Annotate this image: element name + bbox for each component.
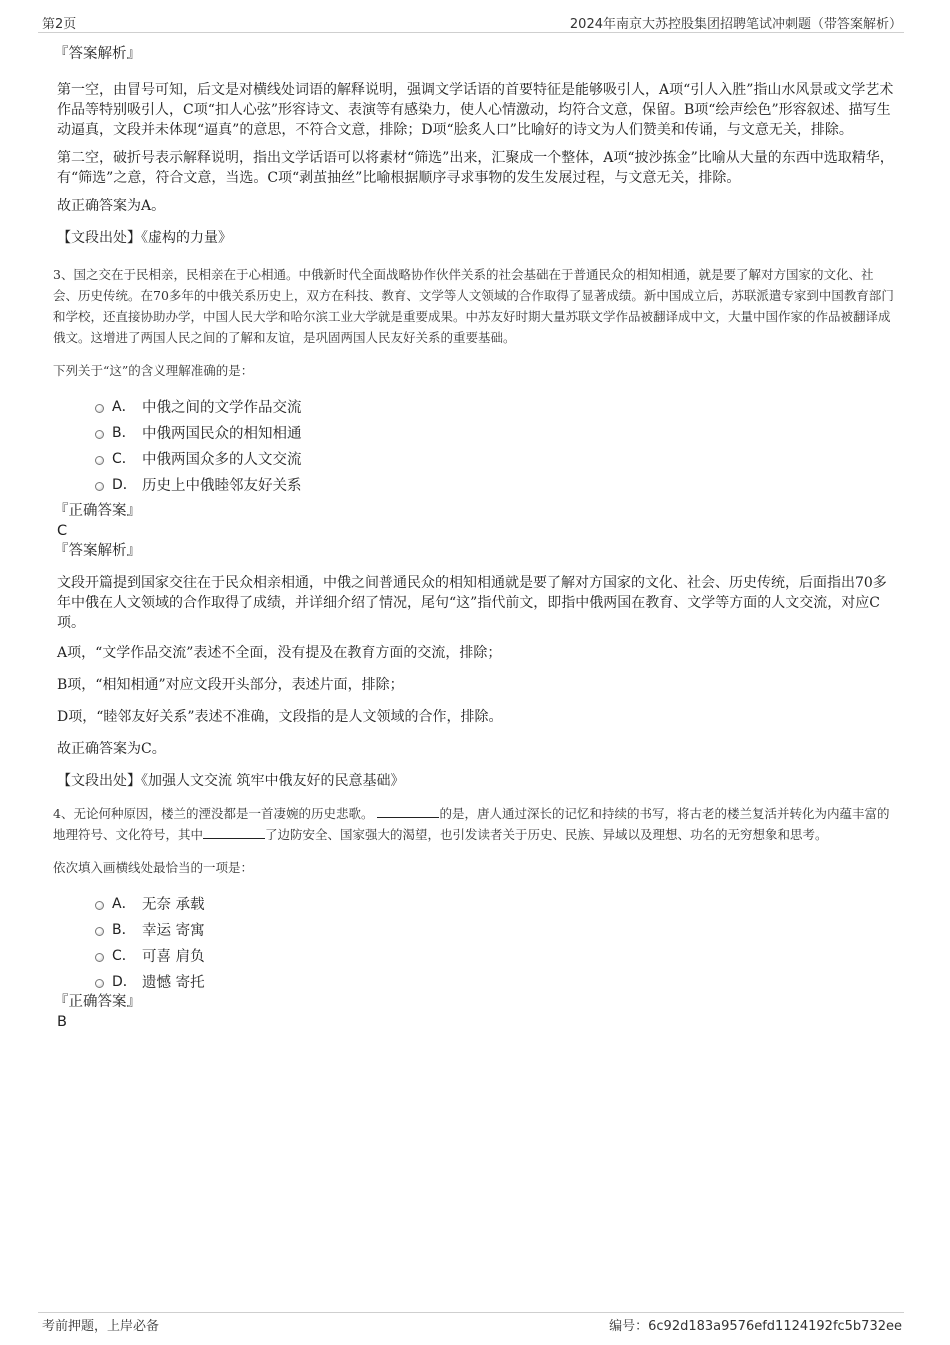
radio-icon[interactable]	[95, 953, 104, 962]
fill-blank	[377, 803, 439, 818]
answer-analysis-label: 『答案解析』	[54, 46, 141, 62]
question-stem: 4、无论何种原因，楼兰的湮没都是一首凄婉的历史悲歌。 的是，唐人通过深长的记忆和持续的书写，将古老的楼兰复活并转化为内蕴丰富的地理符号、文化符号，其中 了边防安全、国家强大的渴望，也引发读者关于历史、民族、异域以及理想、功名的无穷想象和思考。	[53, 803, 895, 845]
option-list	[95, 890, 895, 994]
correct-answer-label: 『正确答案』	[54, 503, 141, 519]
document-body	[53, 44, 895, 1032]
analysis-paragraph: A项，“文学作品交流”表述不全面，没有提及在教育方面的交流，排除；	[57, 645, 502, 661]
radio-icon[interactable]	[95, 901, 104, 910]
option-list	[95, 393, 895, 497]
option-d[interactable]: D． 历史上中俄睦邻友好关系	[95, 471, 895, 497]
footer-slogan: 考前押题，上岸必备	[42, 1319, 160, 1334]
radio-icon[interactable]	[95, 979, 104, 988]
page-header	[38, 10, 904, 33]
radio-icon[interactable]	[95, 456, 104, 465]
fill-blank	[203, 824, 265, 839]
option-a[interactable]: A． 中俄之间的文学作品交流	[95, 393, 895, 419]
source-citation: 【文段出处】《虚构的力量》	[57, 230, 232, 246]
correct-answer-label: 『正确答案』	[54, 994, 141, 1010]
page-footer	[38, 1312, 904, 1339]
radio-icon[interactable]	[95, 927, 104, 936]
question-prompt: 依次填入画横线处最恰当的一项是：	[53, 860, 254, 875]
question-prompt: 下列关于“这”的含义理解准确的是：	[53, 363, 254, 378]
source-citation: 【文段出处】《加强人文交流 筑牢中俄友好的民意基础》	[57, 773, 405, 789]
conclusion: 故正确答案为C。	[57, 741, 166, 757]
question-stem: 3、国之交在于民相亲，民相亲在于心相通。中俄新时代全面战略协作伙伴关系的社会基础在于普通民众的相知相通，就是要了解对方国家的文化、社会、历史传统。在70多年的中俄关系历史上，双方在科技、教育、文学等人文领域的合作取得了显著成绩。新中国成立后，苏联派遣专家到中国教育部门和学校，还直接协助办学，中国人民大学和哈尔滨工业大学就是重要成果。中苏友好时期大量苏联文学作品被翻译成中文，大量中国作家的作品被翻译成俄文。这增进了两国人民之间的了解和友谊，是巩固两国人民友好关系的重要基础。	[53, 267, 894, 345]
analysis-paragraph: B项，“相知相通”对应文段开头部分，表述片面，排除；	[57, 677, 404, 693]
analysis-paragraph: 第二空，破折号表示解释说明，指出文学话语可以将素材“筛选”出来，汇聚成一个整体，A项“披沙拣金”比喻从大量的东西中选取精华，有“筛选”之意，符合文意，当选。C项“剥茧抽丝”比喻根据顺序寻求事物的发生发展过程，与文意无关，排除。	[57, 150, 894, 186]
analysis-paragraph: 文段开篇提到国家交往在于民众相亲相通，中俄之间普通民众的相知相通就是要了解对方国家的文化、社会、历史传统，后面指出70多年中俄在人文领域的合作取得了成绩，并详细介绍了情况，尾句“这”指代前文，即指中俄两国在教育、文学等方面的人文交流，对应C项。	[57, 575, 887, 631]
option-c[interactable]: C． 中俄两国众多的人文交流	[95, 445, 895, 471]
answer-analysis-label: 『答案解析』	[54, 543, 141, 559]
page-number: 第2页	[42, 17, 77, 32]
option-c[interactable]: C． 可喜 肩负	[95, 942, 895, 968]
conclusion: 故正确答案为A。	[57, 198, 166, 214]
option-b[interactable]: B． 幸运 寄寓	[95, 916, 895, 942]
radio-icon[interactable]	[95, 482, 104, 491]
correct-answer: B	[57, 1014, 67, 1030]
document-title: 2024年南京大苏控股集团招聘笔试冲刺题（带答案解析）	[569, 17, 902, 32]
analysis-paragraph: 第一空，由冒号可知，后文是对横线处词语的解释说明，强调文学话语的首要特征是能够吸引人，A项“引人入胜”指山水风景或文学艺术作品等特别吸引人，C项“扣人心弦”形容诗文、表演等有感染力，使人心情激动，均符合文意，保留。B项“绘声绘色”形容叙述、描写生动逼真，文段并未体现“逼真”的意思，不符合文意，排除；D项“脍炙人口”比喻好的诗文为人们赞美和传诵，与文意无关，排除。	[57, 82, 894, 138]
correct-answer: C	[57, 523, 68, 539]
analysis-paragraph: D项，“睦邻友好关系”表述不准确，文段指的是人文领域的合作，排除。	[57, 709, 503, 725]
radio-icon[interactable]	[95, 404, 104, 413]
document-code: 编号：6c92d183a9576efd1124192fc5b732ee	[609, 1319, 902, 1334]
radio-icon[interactable]	[95, 430, 104, 439]
option-b[interactable]: B． 中俄两国民众的相知相通	[95, 419, 895, 445]
option-d[interactable]: D． 遗憾 寄托	[95, 968, 895, 994]
option-a[interactable]: A． 无奈 承载	[95, 890, 895, 916]
